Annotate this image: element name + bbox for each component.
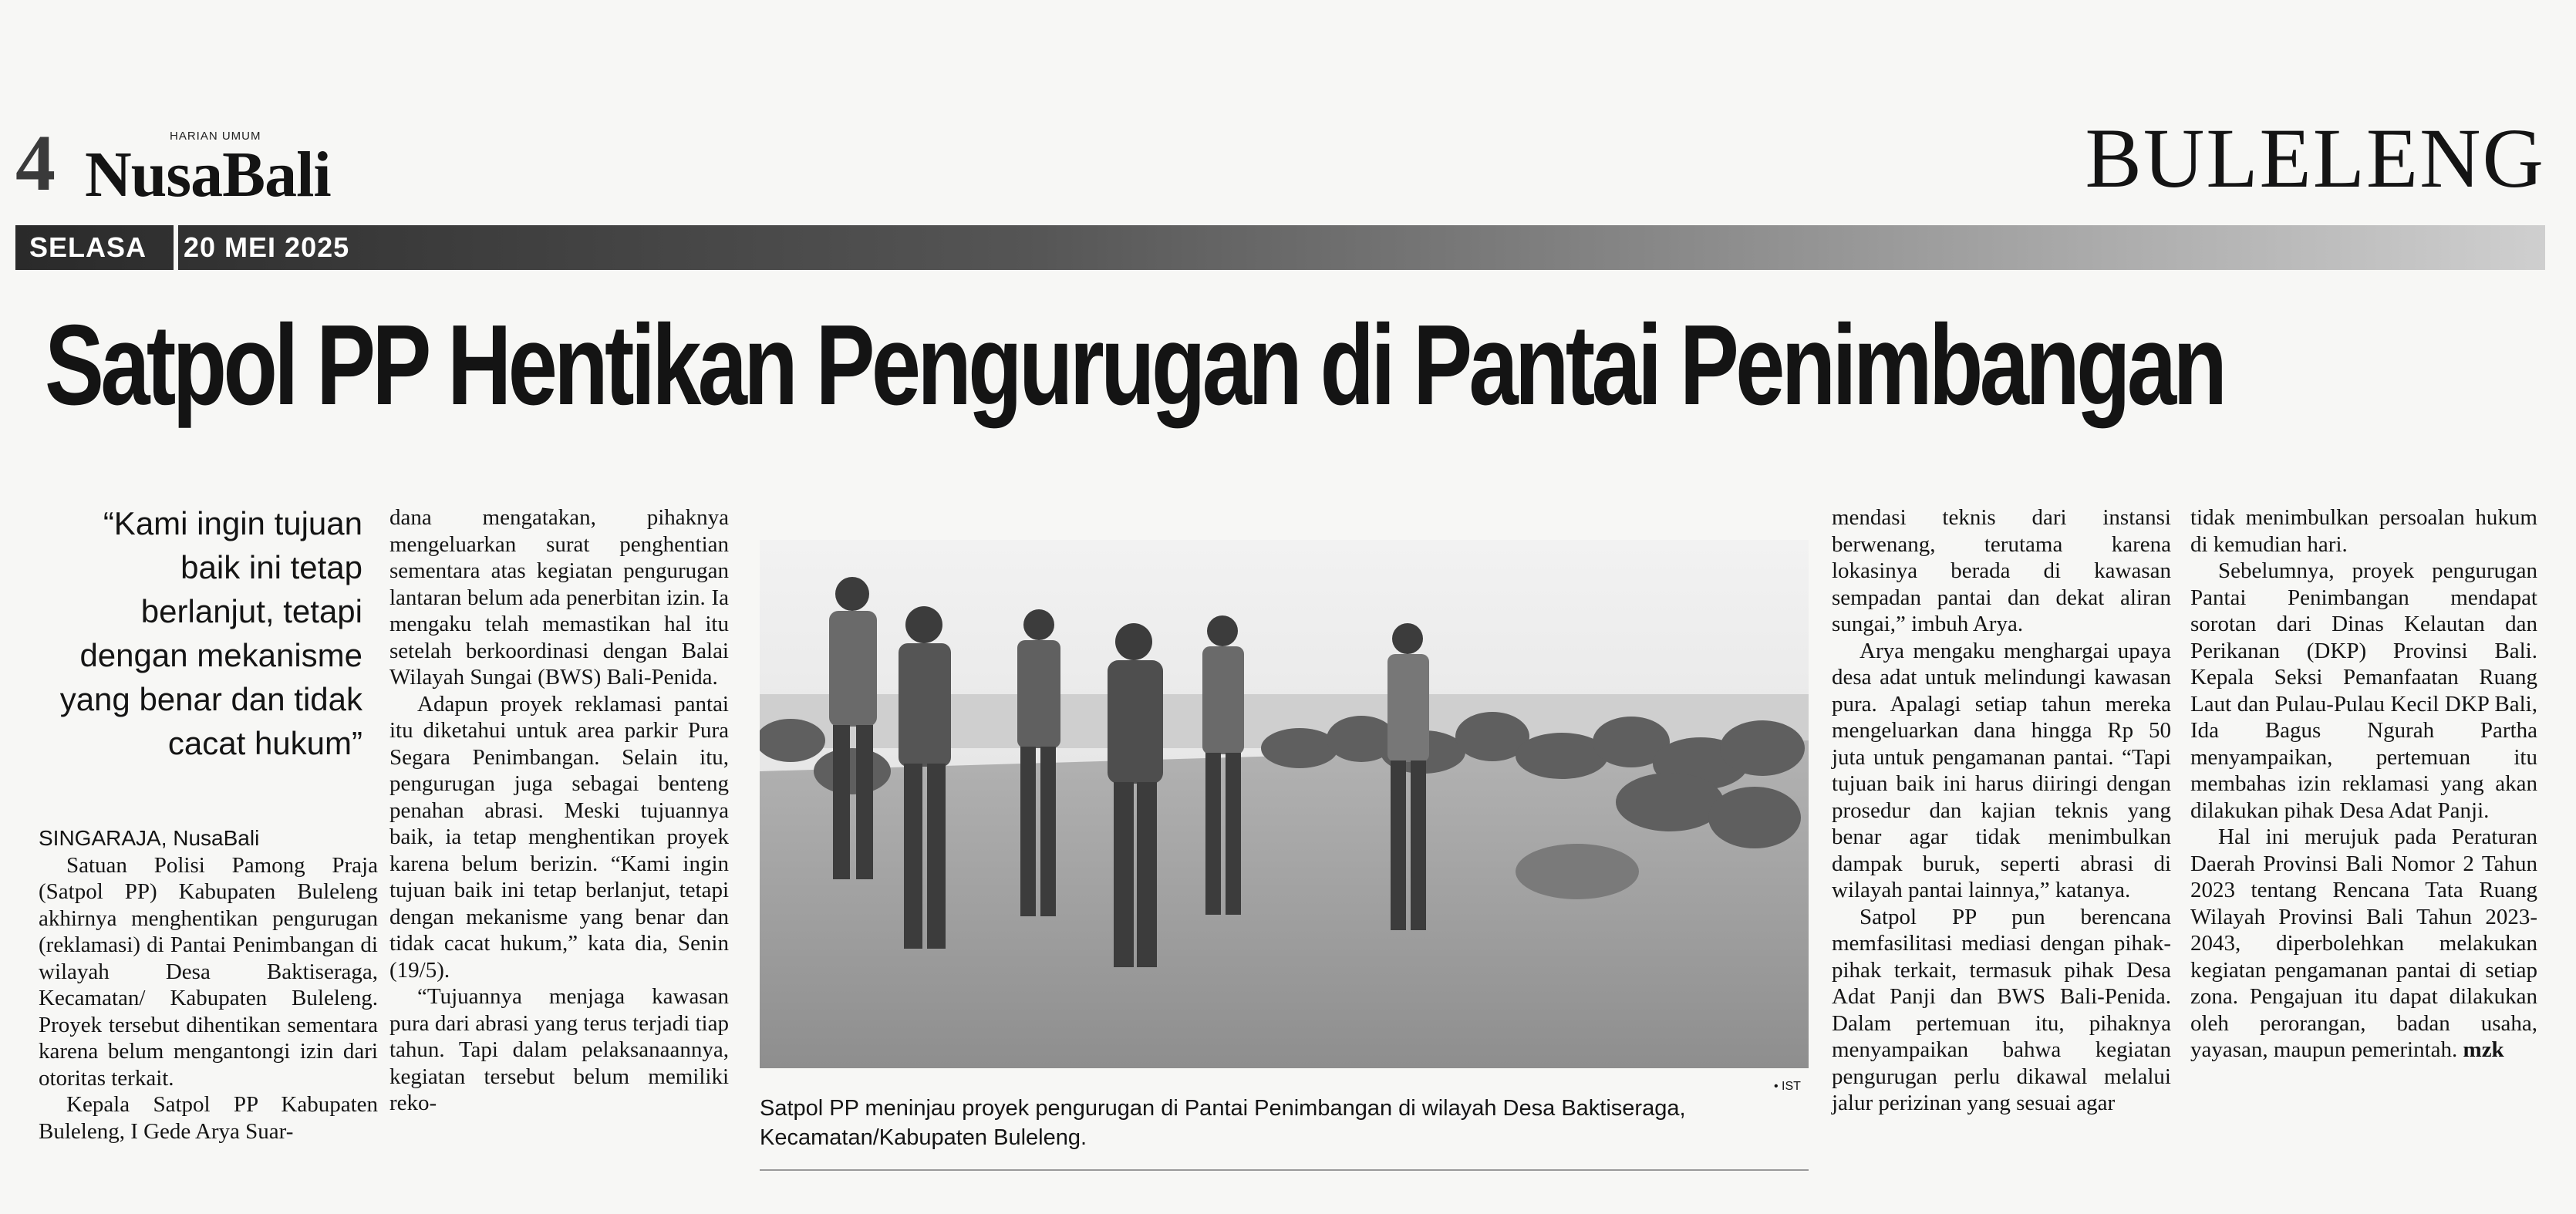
- paragraph: Sebelumnya, proyek pengurugan Pantai Penimbangan mendapat sorotan dari Dinas Kelautan dan Perikanan (DKP) Provinsi Bali. Kepala Seksi Pemanfaatan Ruang Laut dan Pulau-Pulau Kecil DKP Bali, Ida Bagus Ngurah Partha menyampaikan, pertemuan itu membahas izin reklamasi yang akan dilakukan pihak Desa Adat Panji.: [2190, 558, 2537, 823]
- section-title: BULELENG: [2085, 111, 2545, 205]
- paragraph: “Tujuannya menjaga kawasan pura dari abrasi yang terus terjadi tiap tahun. Tapi dalam pelaksanaannya, kegiatan tersebut belum memiliki reko-: [389, 984, 729, 1115]
- photo-illustration: [760, 540, 1809, 1068]
- logo-name: NusaBali: [85, 139, 331, 211]
- paragraph: Kepala Satpol PP Kabupaten Buleleng, I Gede Arya Suar-: [39, 1092, 378, 1144]
- caption-divider: [760, 1169, 1809, 1171]
- paragraph-text: Hal ini merujuk pada Peraturan Daerah Provinsi Bali Nomor 2 Tahun 2023 tentang Rencana Tata Ruang Wilayah Provinsi Bali Tahun 2023-2043, diperbolehkan melakukan kegiatan pengamanan pantai di setiap zona. Pengajuan itu dapat dilakukan oleh perorangan, badan usaha, yayasan, maupun pemerintah.: [2190, 825, 2537, 1062]
- headline: Satpol PP Hentikan Pengurugan di Pantai Penimbangan: [45, 302, 2224, 429]
- dateline: SINGARAJA, NusaBali: [39, 826, 260, 850]
- logo-tagline: HARIAN UMUM: [170, 130, 261, 143]
- article-column-2: [389, 504, 729, 1117]
- photo-credit: • IST: [1774, 1080, 1801, 1093]
- date-bar: [15, 225, 2545, 270]
- date-label: 20 MEI 2025: [184, 231, 350, 263]
- paragraph: Arya mengaku menghargai upaya desa adat untuk melindungi kawasan pura. Apalagi setiap tahun mereka mengeluarkan dana hingga Rp 50 juta untuk pengamanan pantai. “Tapi tujuan baik ini harus diiringi dengan prosedur dan kajian teknis yang benar agar tidak menimbulkan dampak buruk, seperti abrasi di wilayah pantai lainnya,” katanya.: [1832, 638, 2171, 902]
- photo-caption: Satpol PP meninjau proyek pengurugan di Pantai Penimbangan di wilayah Desa Baktiseraga, Kecamatan/Kabupaten Buleleng.: [760, 1096, 1686, 1150]
- day-label: SELASA: [29, 231, 147, 263]
- paragraph: tidak menimbulkan persoalan hukum di kemudian hari.: [2190, 505, 2537, 557]
- paragraph: Satuan Polisi Pamong Praja (Satpol PP) Kabupaten Buleleng akhirnya menghentikan pengurugan (reklamasi) di Pantai Penimbangan di wilayah Desa Baktiseraga, Kecamatan/ Kabupaten Buleleng. Proyek tersebut dihentikan sementara karena belum mengantongi izin dari otoritas terkait.: [39, 852, 378, 1091]
- date-divider: [174, 225, 178, 270]
- author-signoff: mzk: [2463, 1037, 2504, 1062]
- article-column-1: [39, 825, 378, 1145]
- newspaper-logo: [85, 130, 331, 211]
- paragraph: dana mengatakan, pihaknya mengeluarkan surat penghentian sementara atas kegiatan pengurugan lantaran belum ada penerbitan izin. Ia mengaku telah memastikan hal itu setelah berkoordinasi dengan Balai Wilayah Sungai (BWS) Bali-Penida.: [389, 505, 729, 690]
- article-column-6: [2190, 504, 2537, 1064]
- paragraph: mendasi teknis dari instansi berwenang, terutama karena lokasinya berada di kawasan sempadan pantai dan dekat aliran sungai,” imbuh Arya.: [1832, 505, 2171, 636]
- article-column-5: [1832, 504, 2171, 1117]
- pull-quote: “Kami ingin tujuan baik ini tetap berlanjut, tetapi dengan mekanisme yang benar dan tidak cacat hukum”: [59, 505, 362, 761]
- page-number: 4: [15, 119, 56, 207]
- paragraph: [2190, 824, 2537, 1064]
- news-photo: [760, 540, 1809, 1068]
- paragraph: Adapun proyek reklamasi pantai itu diketahui untuk area parkir Pura Segara Penimbangan. Selain itu, pengurugan juga sebagai benteng penahan abrasi. Meski tujuannya baik, ia tetap menghentikan proyek karena belum berizin. “Kami ingin tujuan baik ini tetap berlanjut, tetapi dengan mekanisme yang benar dan tidak cacat hukum,” kata dia, Senin (19/5).: [389, 691, 729, 983]
- paragraph: Satpol PP pun berencana memfasilitasi mediasi dengan pihak-pihak terkait, termasuk pihak Desa Adat Panji dan BWS Bali-Penida. Dalam pertemuan itu, pihaknya menyampaikan bahwa kegiatan pengurugan perlu dikawal melalui jalur perizinan yang sesuai agar: [1832, 904, 2171, 1115]
